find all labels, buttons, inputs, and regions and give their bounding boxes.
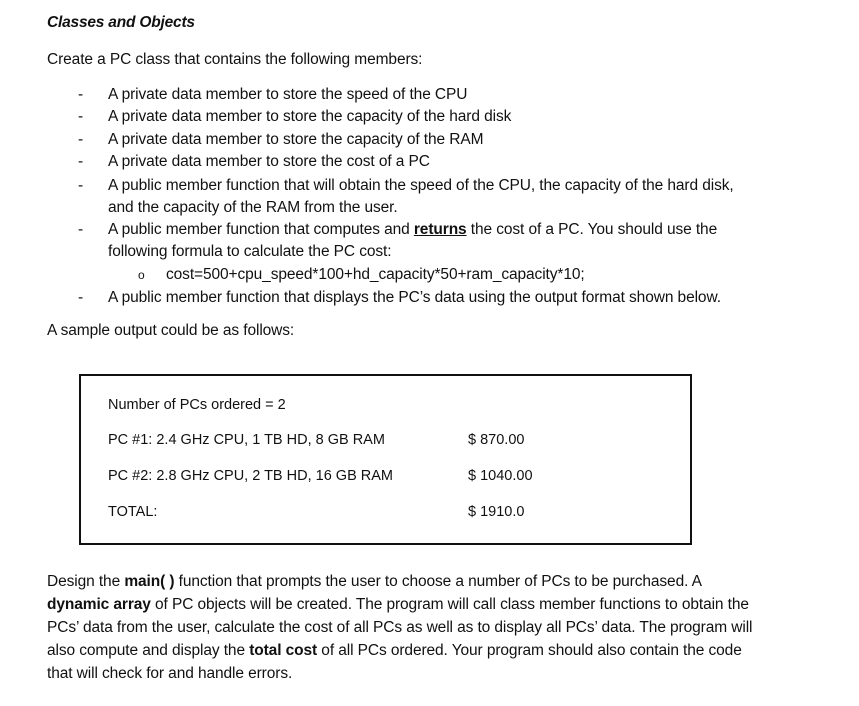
closing-text: of PC objects will be created. The program will call class member functions to obtain the: [150, 596, 749, 613]
closing-text: of all PCs ordered. Your program should also contain the code: [317, 642, 742, 659]
main-function-keyword: main( ): [124, 573, 175, 590]
bullet-input-function-line2: and the capacity of the RAM from the user.: [108, 199, 398, 216]
total-label: TOTAL:: [108, 504, 158, 520]
closing-text: Design the: [47, 573, 125, 590]
bullet-cpu-speed: A private data member to store the speed of the CPU: [108, 86, 468, 103]
sub-bullet-circle: o: [138, 268, 145, 282]
returns-keyword: returns: [413, 221, 467, 238]
sample-output-label: A sample output could be as follows:: [47, 322, 295, 339]
bullet-dash: -: [78, 289, 84, 306]
bullet-hd-capacity: A private data member to store the capacity of the hard disk: [108, 108, 512, 125]
dynamic-array-keyword: dynamic array: [47, 596, 151, 613]
bullet-cost-function-line1: [108, 220, 717, 240]
closing-text: function that prompts the user to choose a number of PCs to be purchased. A: [174, 573, 702, 590]
bullet-input-function-line1: A public member function that will obtain the speed of the CPU, the capacity of the hard disk,: [108, 177, 734, 194]
bullet-dash: -: [78, 108, 84, 125]
pc-row-cost: $ 870.00: [468, 432, 525, 448]
total-cost-keyword: total cost: [249, 642, 318, 659]
bullet-display-function: A public member function that displays the PC’s data using the output format shown below.: [108, 289, 721, 306]
cost-formula: cost=500+cpu_speed*100+hd_capacity*50+ram_capacity*10;: [166, 266, 585, 283]
bullet-dash: -: [78, 86, 84, 103]
closing-line-1: [47, 572, 702, 592]
total-value: $ 1910.0: [468, 504, 525, 520]
pc-count-line: Number of PCs ordered = 2: [108, 397, 286, 413]
intro-text: Create a PC class that contains the following members:: [47, 51, 423, 68]
bullet-dash: -: [78, 131, 84, 148]
closing-line-3: PCs’ data from the user, calculate the cost of all PCs as well as to display all PCs’ data. The program will: [47, 619, 753, 636]
bullet-cost-function-line2: following formula to calculate the PC cost:: [108, 243, 392, 260]
closing-line-4: [47, 641, 742, 661]
bullet-ram-capacity: A private data member to store the capacity of the RAM: [108, 131, 484, 148]
pc-row-desc: PC #1: 2.4 GHz CPU, 1 TB HD, 8 GB RAM: [108, 432, 385, 448]
bullet-pc-cost: A private data member to store the cost of a PC: [108, 153, 430, 170]
pc-row-desc: PC #2: 2.8 GHz CPU, 2 TB HD, 16 GB RAM: [108, 468, 393, 484]
bullet-cost-post: the cost of a PC. You should use the: [466, 221, 718, 238]
bullet-cost-pre: A public member function that computes and: [108, 221, 414, 238]
bullet-dash: -: [78, 153, 84, 170]
closing-line-2: [47, 595, 749, 615]
closing-line-5: that will check for and handle errors.: [47, 665, 293, 682]
sample-output-box: [79, 374, 692, 545]
pc-row-cost: $ 1040.00: [468, 468, 533, 484]
bullet-dash: -: [78, 177, 84, 194]
document-title: Classes and Objects: [47, 14, 195, 31]
bullet-dash: -: [78, 221, 84, 238]
closing-text: also compute and display the: [47, 642, 250, 659]
